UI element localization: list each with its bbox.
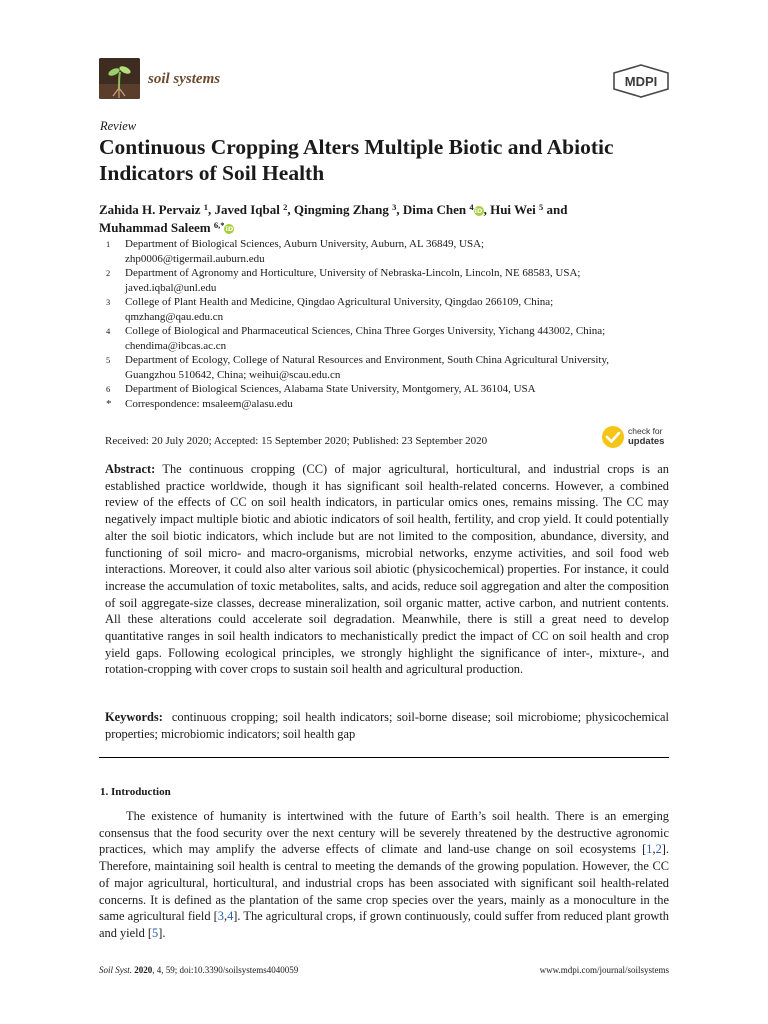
journal-logo [99, 58, 140, 99]
footer-doi: , 4, 59; doi:10.3390/soilsystems4040059 [152, 965, 299, 975]
affiliation-text: Department of Agronomy and Horticulture, University of Nebraska-Lincoln, Lincoln, NE 68583, USA; [125, 267, 581, 279]
affiliation-text: College of Biological and Pharmaceutical Sciences, China Three Gorges University, Yichang 443002, China; [125, 325, 606, 337]
citation-link[interactable]: 3 [217, 909, 224, 924]
affiliation-item [99, 295, 679, 324]
affiliation-text: College of Plant Health and Medicine, Qingdao Agricultural University, Qingdao 266109, China; [125, 296, 554, 308]
author-affil-mark: 6,* [213, 220, 225, 230]
abstract-text: The continuous cropping (CC) of major agricultural, horticultural, and industrial crops is an established practice worldwide, though it has significant soil health-related concerns. However, a combined review of the effects of CC on soil health indicators, in particular omics ones, remains missing. The CC may negatively impact multiple biotic and abiotic indicators of soil health, fertility, and crop yield. It could potentially alter the soil biotic indicators, which include but are not limited to the composition, abundance, diversity, and functioning of soil micro- and macro-organisms, microbial networks, enzyme activities, and soil food web interactions. Moreover, it could also alter various soil abiotic (physicochemical) properties. For instance, it could increase the accumulation of toxic metabolites, salts, and acids, reduce soil aggregation and alter the composition of soil aggregate-size classes, decrease mineralization, soil organic matter, active carbon, and nutrient contents. All these alterations could accelerate soil degradation. Meanwhile, there is still a great need to develop quantitative ranges in soil health indicators to mechanistically predict the impact of CC on soil health and crop yield gaps. Following ecological principles, we strongly highlight the significance of inter-, mixture-, and rotation-cropping with cover crops to sustain soil health and agricultural production. [105, 462, 670, 677]
affiliation-email[interactable]: Guangzhou 510642, China; weihui@scau.edu.cn [125, 368, 341, 381]
footer-year: 2020 [134, 965, 153, 975]
author-list: Zahida H. Pervaiz $^1$, Javed Iqbal $^2$, Qingming Zhang $^3$, Dima Chen $^4$iD, Hui Wei $^5$ and Muhammad Saleem $^{6,*}$iD [99, 202, 568, 235]
affiliation-item [99, 266, 679, 295]
footer-url[interactable]: www.mdpi.com/journal/soilsystems [539, 965, 669, 975]
affiliation-email[interactable]: zhp0006@tigermail.auburn.edu [125, 252, 265, 265]
correspondence-item [99, 397, 679, 412]
check-updates-line1: check for [628, 426, 663, 436]
affiliation-email[interactable]: javed.iqbal@unl.edu [125, 281, 217, 294]
keywords-label: Keywords: [105, 710, 163, 724]
journal-name: soil systems [148, 71, 221, 87]
affiliation-text: Department of Ecology, College of Natural Resources and Environment, South China Agricultural University, [125, 354, 609, 366]
orcid-icon[interactable]: iD [225, 225, 234, 233]
footer-citation [99, 965, 298, 975]
author-conjunction: and [546, 202, 568, 217]
author-affil-mark: 3 [392, 202, 397, 212]
affiliation-email[interactable]: chendima@ibcas.ac.cn [125, 339, 227, 352]
author-name: Zahida H. Pervaiz [99, 202, 201, 217]
body-text: The existence of humanity is intertwined with the future of Earth’s soil health. There is an emerging consensus that the food security over the next century will be severely threatened by the destructive agronomic practices, which may amplify the adverse effects of climate and land-use change on soil ecosystems [ [99, 809, 669, 857]
affiliation-number: 4 [106, 326, 111, 336]
section-divider [99, 757, 669, 758]
citation-link[interactable]: 5 [152, 925, 159, 940]
author-name: Javed Iqbal [214, 202, 280, 217]
affiliation-item [99, 324, 679, 353]
author-affil-mark: 1 [203, 202, 208, 212]
article-type: Review [100, 119, 137, 133]
body-text: ]. [158, 925, 166, 940]
publisher-name: MDPI [624, 74, 658, 89]
publication-dates: Received: 20 July 2020; Accepted: 15 September 2020; Published: 23 September 2020 [105, 435, 488, 447]
check-updates-line2: updates [628, 436, 665, 447]
keywords-text: continuous cropping; soil health indicators; soil-borne disease; soil microbiome; physicochemical properties; microbiomic indicators; soil health gap [105, 710, 669, 741]
author-name: Dima Chen [402, 202, 467, 217]
orcid-icon[interactable]: iD [474, 207, 483, 215]
abstract-label: Abstract: [105, 462, 156, 476]
author-name: Qingming Zhang [293, 202, 389, 217]
section-heading: 1. Introduction [100, 786, 171, 798]
abstract [105, 461, 669, 678]
affiliation-number: 2 [106, 268, 111, 278]
check-updates-label[interactable] [628, 426, 664, 447]
author-affil-mark: 4 [469, 202, 474, 212]
affiliation-number: * [106, 397, 112, 410]
author-name: Muhammad Saleem [99, 220, 211, 235]
keywords [105, 709, 669, 742]
affiliation-number: 1 [106, 239, 111, 249]
body-text: ]. The agricultural crops, if grown continuously, could suffer from reduced plant growth and yield [ [99, 909, 669, 940]
author-affil-mark: 2 [283, 202, 288, 212]
affiliation-email[interactable]: qmzhang@qau.edu.cn [125, 310, 224, 323]
footer-journal: Soil Syst. [99, 965, 132, 975]
article-title: Continuous Cropping Alters Multiple Biotic and Abiotic Indicators of Soil Health [99, 135, 614, 185]
affiliation-text: Department of Biological Sciences, Alabama State University, Montgomery, AL 36104, USA [125, 383, 536, 395]
author-name: Hui Wei [490, 202, 536, 217]
affiliation-item [99, 237, 679, 266]
author-affil-mark: 5 [538, 202, 544, 212]
correspondence-text: Correspondence: msaleem@alasu.edu [125, 397, 293, 410]
affiliation-number: 5 [106, 355, 111, 365]
citation-link[interactable]: 2 [655, 842, 662, 857]
citation-link[interactable]: 1 [646, 842, 653, 857]
mdpi-logo [611, 64, 671, 98]
affiliation-number: 6 [106, 384, 111, 394]
affiliation-item [99, 353, 679, 382]
affiliation-number: 3 [106, 297, 111, 307]
body-text: ]. Therefore, maintaining soil health is central to meeting the demands of the growing population. However, the CC of major agricultural, horticultural, and industrial crops has been associated with significant soil health-related concerns. It is defined as the plantation of the same crop species over the years, mainly as a monoculture in the same agricultural field [ [99, 842, 669, 924]
affiliation-item [99, 382, 679, 397]
check-updates-icon [601, 424, 627, 450]
intro-paragraph: The existence of humanity is intertwined with the future of Earth’s soil health. There is an emerging consensus that the food security over the next century will be severely threatened by the destructive agronomic practices, which may amplify the adverse effects of climate and land-use change on soil ecosystems [1,2]. Therefore, maintaining soil health is central to meeting the demands of the growing population. However, the CC of major agricultural, horticultural, and industrial crops has been associated with significant soil health-related concerns. It is defined as the plantation of the same crop species over the years, mainly as a monoculture in the same agricultural field [3,4]. The agricultural crops, if grown continuously, could suffer from reduced plant growth and yield [5]. [99, 809, 669, 940]
affiliation-list [99, 237, 679, 411]
affiliation-text: Department of Biological Sciences, Auburn University, Auburn, AL 36849, USA; [125, 238, 485, 250]
citation-link[interactable]: 4 [227, 909, 234, 924]
